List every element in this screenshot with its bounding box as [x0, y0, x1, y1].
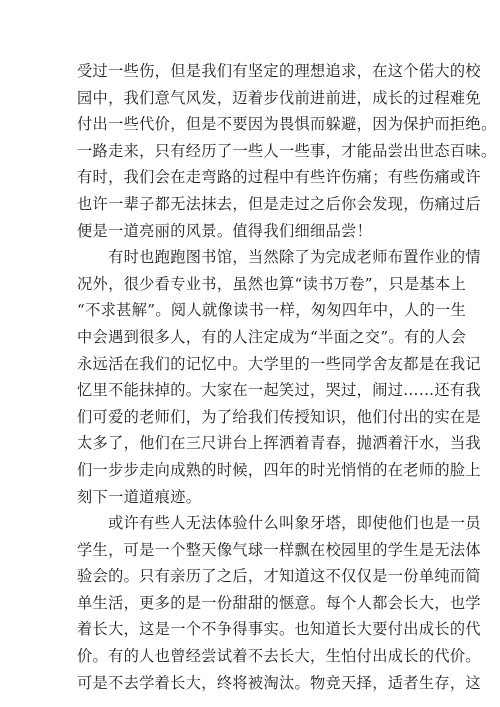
body-text [77, 58, 497, 696]
text-line: “不求甚解”。阅人就像读书一样，匆匆四年中，人的一生 [77, 301, 467, 320]
text-line: 中会遇到很多人，有的人注定成为“半面之交”。有的人会 [77, 327, 467, 346]
paragraph-start-line: 或许有些人无法体验什么叫象牙塔，即使他们也是一员 [77, 514, 481, 533]
text-line: 便是一道亮丽的风景。值得我们细细品尝！ [77, 221, 373, 240]
text-line: 付出一些代价，但是不要因为畏惧而躲避，因为保护而拒绝。 [77, 115, 497, 134]
text-line: 园中，我们意气风发，迈着步伐前进前进，成长的过程难免 [77, 88, 481, 107]
text-line: 永远活在我们的记忆中。大学里的一些同学舍友都是在我记 [77, 354, 481, 373]
text-line: 验会的。只有亲历了之后，才知道这不仅仅是一份单纯而简 [77, 567, 481, 586]
text-line: 况外，很少看专业书，虽然也算“读书万卷”，只是基本上 [77, 274, 467, 293]
paragraph-start-line: 有时也跑跑图书馆，当然除了为完成老师布置作业的情 [77, 248, 481, 267]
text-line: 也许一辈子都无法抹去，但是走过之后你会发现，伤痛过后 [77, 194, 481, 213]
text-line: 们一步步走向成熟的时候，四年的时光悄悄的在老师的脸上 [77, 460, 481, 479]
text-line: 着长大，这是一个不争得事实。也知道长大要付出成长的代 [77, 620, 481, 639]
text-line: 单生活，更多的是一份甜甜的惬意。每个人都会长大，也学 [77, 593, 481, 612]
text-line: 可是不去学着长大，终将被淘汰。物竞天择，适者生存，这 [77, 673, 481, 692]
text-line: 一路走来，只有经历了一些人一些事，才能品尝出世态百味。 [77, 141, 497, 160]
text-line: 价。有的人也曾经尝试着不去长大，生怕付出成长的代价。 [77, 647, 481, 666]
text-line: 太多了，他们在三尺讲台上挥洒着青春，抛洒着汗水，当我 [77, 434, 481, 453]
text-line: 有时，我们会在走弯路的过程中有些许伤痛；有些伤痛或许 [77, 168, 481, 187]
text-line: 学生，可是一个整天像气球一样飘在校园里的学生是无法体 [77, 540, 481, 559]
text-line: 受过一些伤，但是我们有坚定的理想追求，在这个偌大的校 [77, 62, 481, 80]
text-line: 忆里不能抹掉的。大家在一起笑过，哭过，闹过……还有我 [77, 381, 481, 400]
text-line: 刻下一道道痕迹。 [77, 487, 202, 506]
text-line: 们可爱的老师们，为了给我们传授知识，他们付出的实在是 [77, 407, 481, 426]
